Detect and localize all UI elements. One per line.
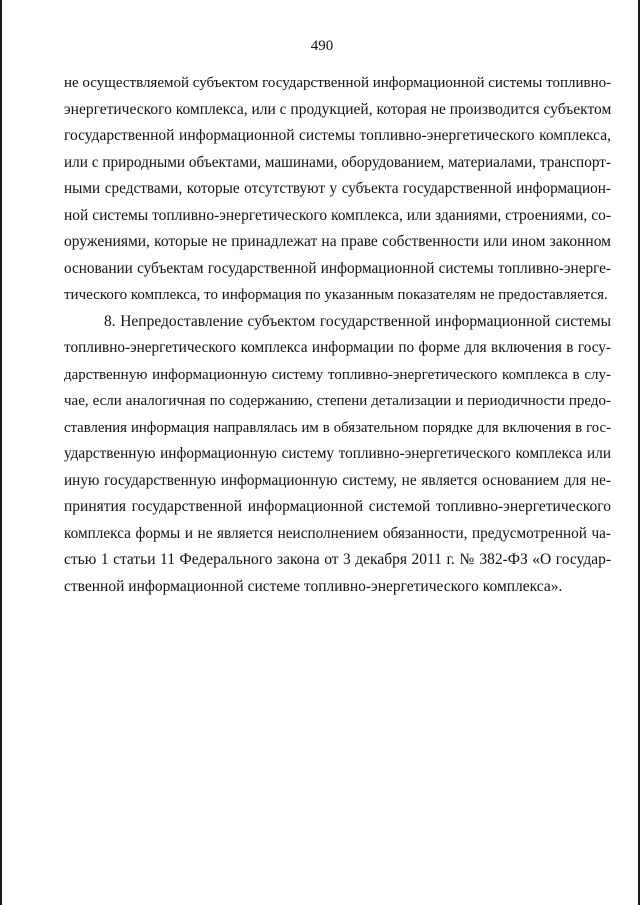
paragraph-1 <box>64 70 611 309</box>
text-line: ными средствами, которые отсутствуют у субъекта государственной информацион- <box>64 180 611 197</box>
text-line: ной системы топливно-энергетического комплекса, или зданиями, строениями, со- <box>64 206 611 224</box>
text-line: ударственную информационную систему топливно-энергетического комплекса или <box>64 445 611 462</box>
page-number: 490 <box>310 38 334 54</box>
text-line: дарственную информационную систему топливно-энергетического комплекса в слу- <box>64 366 611 383</box>
text-line: комплекса формы и не является неисполнением обязанности, предусмотренной ча- <box>64 524 611 542</box>
text-line: иную государственную информационную систему, не является основанием для не- <box>64 471 611 489</box>
text-line: тического комплекса, то информация по указанным показателям не предоставляется. <box>64 287 608 303</box>
text-line: или с природными объектами, машинами, оборудованием, материалами, транспорт- <box>64 153 611 171</box>
text-line: государственной информационной системы топливно-энергетического комплекса, <box>64 127 611 144</box>
text-line: 8. Непредоставление субъектом государственной информационной системы <box>104 312 611 330</box>
text-line: ставления информация направлялась им в обязательном порядке для включения в гос- <box>64 419 611 436</box>
text-line: основании субъектам государственной информационной системы топливно-энерге- <box>64 259 611 277</box>
text-line: принятия государственной информационной системой топливно-энергетического <box>64 498 611 515</box>
text-line: ственной информационной системе топливно-энергетического комплекса». <box>64 577 563 595</box>
text-line: топливно-энергетического комплекса информации по форме для включения в госу- <box>64 339 611 356</box>
text-line: энергетического комплекса, или с продукцией, которая не производится субъектом <box>64 100 612 118</box>
paragraph-2 <box>64 309 611 601</box>
text-line: не осуществляемой субъектом государственной информационной системы топливно- <box>64 75 612 91</box>
document-body <box>64 70 611 600</box>
text-line: чае, если аналогичная по содержанию, степени детализации и периодичности предо- <box>64 393 611 409</box>
text-line: оружениями, которые не принадлежат на праве собственности или ином законном <box>64 233 611 250</box>
text-line: стью 1 статьи 11 Федерального закона от 3 декабря 2011 г. № 382-ФЗ «О государ- <box>64 551 611 568</box>
